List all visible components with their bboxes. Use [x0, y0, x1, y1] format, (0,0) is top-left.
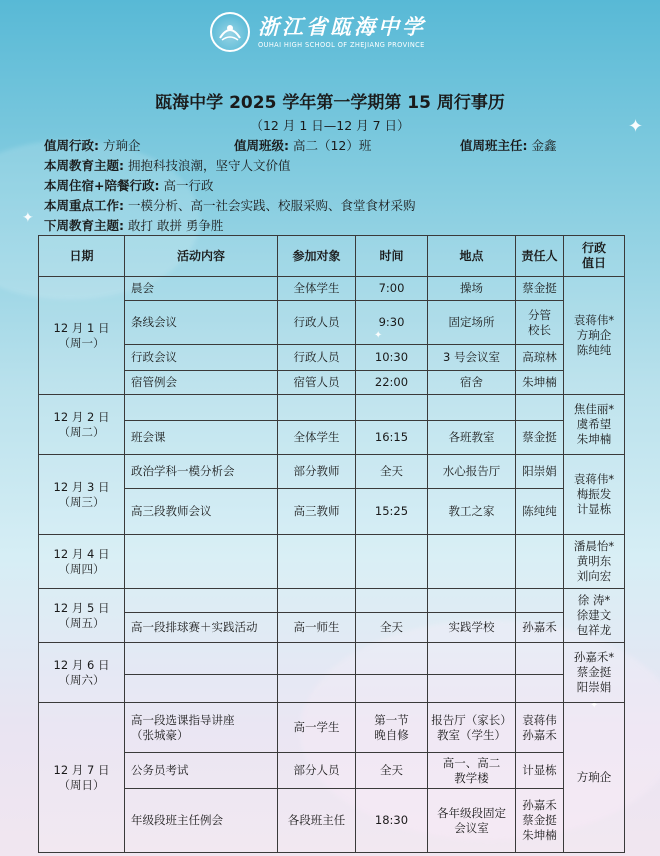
date-cell: [39, 703, 125, 853]
col-header-date: 日期: [39, 236, 125, 277]
place-cell: 水心报告厅: [428, 455, 516, 489]
next-theme-label: 下周教育主题:: [44, 218, 124, 233]
time-cell: 全天: [356, 613, 428, 643]
time-cell: [356, 535, 428, 589]
owner-cell: [516, 395, 564, 421]
date-cell: [39, 277, 125, 395]
date-label: 12 月 5 日: [53, 600, 110, 615]
activity-cell: 高一段排球赛＋实践活动: [125, 613, 278, 643]
table-row: [39, 789, 625, 853]
sparkle-icon: ✦: [590, 700, 599, 711]
owner-cell: [516, 643, 564, 675]
place-cell: [428, 589, 516, 613]
duty-cell: 袁蒋伟* 方珦企 陈纯纯: [564, 277, 625, 395]
time-cell: 全天: [356, 455, 428, 489]
activity-cell: [125, 589, 278, 613]
target-cell: [278, 589, 356, 613]
activity-cell: 宿管例会: [125, 371, 278, 395]
school-emblem-icon: [210, 12, 250, 52]
owner-cell: 分管 校长: [516, 301, 564, 345]
place-cell: 报告厅（家长） 教室（学生）: [428, 703, 516, 753]
col-header-activity: 活动内容: [125, 236, 278, 277]
target-cell: 宿管人员: [278, 371, 356, 395]
next-theme-line: [44, 216, 223, 236]
duty-cell: 孙嘉禾* 蔡金挺 阳崇娟: [564, 643, 625, 703]
sparkle-icon: ✦: [374, 330, 383, 341]
duty-head-value: 金鑫: [531, 138, 557, 153]
owner-cell: 陈纯纯: [516, 489, 564, 535]
key-work-line: [44, 196, 416, 216]
table-row: [39, 395, 625, 421]
target-cell: 各段班主任: [278, 789, 356, 853]
col-header-duty: 行政 值日: [564, 236, 625, 277]
time-cell: [356, 643, 428, 675]
weekday-label: （周三）: [58, 494, 105, 509]
activity-cell: 晨会: [125, 277, 278, 301]
target-cell: 高三教师: [278, 489, 356, 535]
owner-cell: 蔡金挺: [516, 277, 564, 301]
place-cell: 各年级段固定 会议室: [428, 789, 516, 853]
activity-cell: 年级段班主任例会: [125, 789, 278, 853]
activity-cell: 政治学科一模分析会: [125, 455, 278, 489]
table-row: [39, 753, 625, 789]
page-title: 瓯海中学 2025 学年第一学期第 15 周行事历: [155, 93, 505, 113]
weekday-label: （周二）: [58, 424, 105, 439]
activity-cell: 公务员考试: [125, 753, 278, 789]
table-row: [39, 613, 625, 643]
table-row: [39, 277, 625, 301]
owner-cell: 朱坤楠: [516, 371, 564, 395]
activity-cell: 高一段选课指导讲座 （张城豪）: [125, 703, 278, 753]
theme-label: 本周教育主题:: [44, 158, 124, 173]
time-cell: 16:15: [356, 421, 428, 455]
date-cell: [39, 395, 125, 455]
target-cell: 行政人员: [278, 345, 356, 371]
duty-cell: 潘晨怡* 黄明东 刘向宏: [564, 535, 625, 589]
target-cell: [278, 643, 356, 675]
table-row: [39, 455, 625, 489]
target-cell: 部分教师: [278, 455, 356, 489]
school-logo: [210, 12, 426, 52]
boarding-value: 高一行政: [163, 178, 214, 193]
date-label: 12 月 7 日: [53, 762, 110, 777]
duty-cell: 方珦企: [564, 703, 625, 853]
target-cell: 全体学生: [278, 421, 356, 455]
time-cell: 第一节 晚自修: [356, 703, 428, 753]
date-label: 12 月 6 日: [53, 657, 110, 672]
activity-cell: [125, 535, 278, 589]
time-cell: [356, 675, 428, 703]
table-row: [39, 643, 625, 675]
time-cell: 18:30: [356, 789, 428, 853]
time-cell: 9:30: [356, 301, 428, 345]
activity-cell: 高三段教师会议: [125, 489, 278, 535]
date-cell: [39, 589, 125, 643]
time-cell: 7:00: [356, 277, 428, 301]
time-cell: 全天: [356, 753, 428, 789]
duty-admin-label: 值周行政:: [44, 138, 99, 153]
time-cell: [356, 589, 428, 613]
place-cell: [428, 535, 516, 589]
theme-line: [44, 156, 291, 176]
date-label: 12 月 1 日: [53, 320, 110, 335]
key-work-label: 本周重点工作:: [44, 198, 124, 213]
owner-cell: 孙嘉禾: [516, 613, 564, 643]
place-cell: 各班教室: [428, 421, 516, 455]
boarding-label: 本周住宿+陪餐行政:: [44, 178, 160, 193]
place-cell: 实践学校: [428, 613, 516, 643]
col-header-target: 参加对象: [278, 236, 356, 277]
col-header-time: 时间: [356, 236, 428, 277]
target-cell: 全体学生: [278, 277, 356, 301]
target-cell: [278, 535, 356, 589]
table-row: [39, 703, 625, 753]
table-row: [39, 535, 625, 589]
activity-cell: 行政会议: [125, 345, 278, 371]
duty-cell: 徐 涛* 徐建文 包祥龙: [564, 589, 625, 643]
date-label: 12 月 2 日: [53, 409, 110, 424]
time-cell: 22:00: [356, 371, 428, 395]
duty-head-label: 值周班主任:: [460, 138, 528, 153]
owner-cell: [516, 589, 564, 613]
place-cell: [428, 675, 516, 703]
duty-class-value: 高二（12）班: [292, 138, 372, 153]
table-row: [39, 675, 625, 703]
table-row: [39, 421, 625, 455]
weekday-label: （周日）: [58, 777, 105, 792]
place-cell: 高一、高二 教学楼: [428, 753, 516, 789]
weekday-label: （周四）: [58, 561, 105, 576]
date-cell: [39, 535, 125, 589]
next-theme-value: 敢打 敢拼 勇争胜: [127, 218, 224, 233]
date-label: 12 月 3 日: [53, 479, 110, 494]
place-cell: 固定场所: [428, 301, 516, 345]
activity-cell: 班会课: [125, 421, 278, 455]
place-cell: [428, 643, 516, 675]
weekday-label: （周五）: [58, 615, 105, 630]
target-cell: 部分人员: [278, 753, 356, 789]
owner-cell: [516, 675, 564, 703]
date-cell: [39, 643, 125, 703]
col-header-place: 地点: [428, 236, 516, 277]
school-name-cn: 浙江省瓯海中学: [258, 14, 426, 39]
place-cell: [428, 395, 516, 421]
key-work-value: 一模分析、高一社会实践、校服采购、食堂食材采购: [127, 198, 416, 213]
schedule-body: [39, 277, 625, 853]
col-header-owner: 责任人: [516, 236, 564, 277]
table-row: [39, 301, 625, 345]
activity-cell: [125, 395, 278, 421]
weekday-label: （周一）: [58, 335, 105, 350]
table-row: [39, 345, 625, 371]
target-cell: 高一学生: [278, 703, 356, 753]
duty-cell: 袁蒋伟* 梅振发 计显栋: [564, 455, 625, 535]
time-cell: 15:25: [356, 489, 428, 535]
weekday-label: （周六）: [58, 672, 105, 687]
target-cell: 高一师生: [278, 613, 356, 643]
activity-cell: 条线会议: [125, 301, 278, 345]
owner-cell: 蔡金挺: [516, 421, 564, 455]
sparkle-icon: ✦: [628, 116, 644, 137]
time-cell: 10:30: [356, 345, 428, 371]
target-cell: [278, 395, 356, 421]
date-label: 12 月 4 日: [53, 546, 110, 561]
owner-cell: 阳崇娟: [516, 455, 564, 489]
place-cell: 宿舍: [428, 371, 516, 395]
owner-cell: 计显栋: [516, 753, 564, 789]
table-row: [39, 589, 625, 613]
owner-cell: [516, 535, 564, 589]
boarding-line: [44, 176, 213, 196]
place-cell: 3 号会议室: [428, 345, 516, 371]
schedule-table: [38, 235, 625, 853]
theme-value: 拥抱科技浪潮，坚守人文价值: [127, 158, 291, 173]
school-name-en: OUHAI HIGH SCHOOL OF ZHEJIANG PROVINCE: [258, 41, 425, 49]
table-row: [39, 371, 625, 395]
owner-cell: 高琼林: [516, 345, 564, 371]
time-cell: [356, 395, 428, 421]
place-cell: 操场: [428, 277, 516, 301]
table-row: [39, 489, 625, 535]
duty-class-label: 值周班级:: [234, 138, 289, 153]
owner-cell: 袁蒋伟 孙嘉禾: [516, 703, 564, 753]
place-cell: 教工之家: [428, 489, 516, 535]
sparkle-icon: ✦: [22, 210, 34, 226]
owner-cell: 孙嘉禾 蔡金挺 朱坤楠: [516, 789, 564, 853]
activity-cell: [125, 675, 278, 703]
duty-cell: 焦佳丽* 虞希望 朱坤楠: [564, 395, 625, 455]
table-header-row: [39, 236, 625, 277]
activity-cell: [125, 643, 278, 675]
date-range: （12 月 1 日—12 月 7 日）: [250, 118, 410, 133]
date-cell: [39, 455, 125, 535]
target-cell: 行政人员: [278, 301, 356, 345]
duty-admin-value: 方珦企: [102, 138, 141, 153]
target-cell: [278, 675, 356, 703]
